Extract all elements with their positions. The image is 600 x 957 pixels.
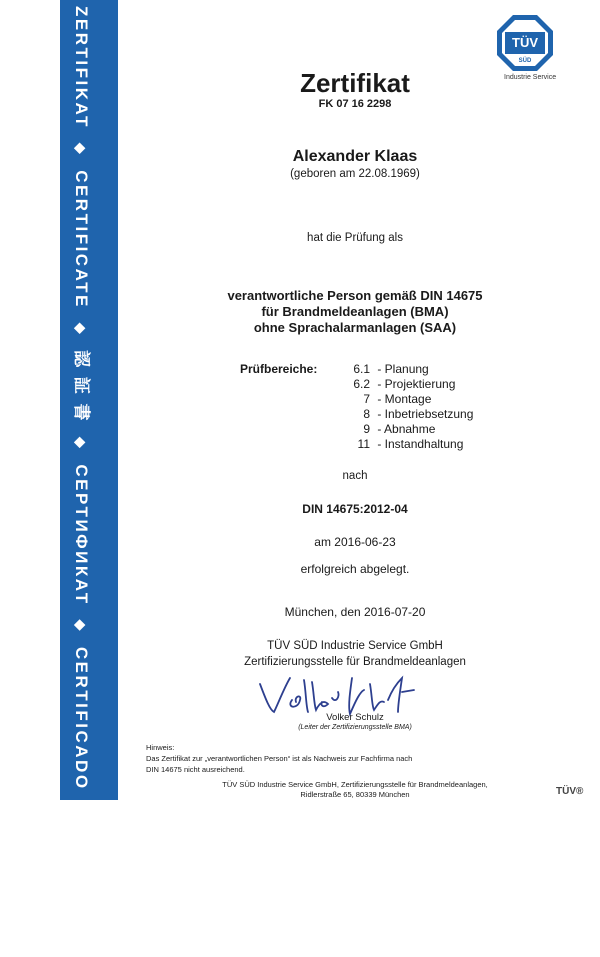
qualification-line: ohne Sprachalarmanlagen (SAA) xyxy=(253,320,457,335)
area-number: 9 xyxy=(363,422,370,436)
area-number: 6.2 xyxy=(353,377,370,391)
area-item: 6.1 - Planung xyxy=(300,362,530,376)
diamond-icon: ◆ xyxy=(73,804,89,818)
signature xyxy=(252,670,452,716)
sidebar-segment: 認 証 書 xyxy=(72,350,91,424)
area-name: Projektierung xyxy=(384,377,456,391)
sidebar-white-strip xyxy=(0,0,60,800)
area-item: 6.2 - Projektierung xyxy=(300,377,530,391)
qualification-line: verantwortliche Person gemäß DIN 14675 xyxy=(227,288,483,303)
sidebar-segment: СЕРТИФИКАТ xyxy=(72,464,91,606)
logo-subtext: SÜD xyxy=(518,58,532,64)
area-name: Abnahme xyxy=(384,422,436,436)
diamond-icon: ◆ xyxy=(73,142,89,157)
signatory-name: Volker Schulz xyxy=(326,712,384,723)
area-name: Inbetriebsetzung xyxy=(384,407,474,421)
area-name: Montage xyxy=(384,392,432,406)
area-item: 11 - Instandhaltung xyxy=(300,437,530,451)
signatory-role: (Leiter der Zertifizierungsstelle BMA) xyxy=(298,724,412,731)
diamond-icon: ◆ xyxy=(73,619,89,633)
holder-name: Alexander Klaas xyxy=(292,148,418,165)
footer-line: TÜV SÜD Industrie Service GmbH, Zertifizierungsstelle für Brandmeldeanlagen, xyxy=(222,780,488,789)
certificate-number: FK 07 16 2298 xyxy=(318,98,392,110)
logo-caption: Industrie Service xyxy=(504,74,557,81)
exam-date: am 2016-06-23 xyxy=(314,535,396,549)
holder-birth: (geboren am 22.08.1969) xyxy=(290,168,420,180)
area-number: 8 xyxy=(363,407,370,421)
area-name: Instandhaltung xyxy=(384,437,464,451)
diamond-icon: ◆ xyxy=(73,437,89,451)
logo-text: TÜV xyxy=(512,35,538,50)
issuer-line: TÜV SÜD Industrie Service GmbH xyxy=(267,640,443,652)
sidebar-text xyxy=(71,6,96,957)
sidebar-segment: ZERTIFIKAT xyxy=(72,6,91,129)
sidebar-segment: CERTIFICAT xyxy=(72,831,91,957)
corner-mark: TÜV® xyxy=(556,786,584,797)
standard: DIN 14675:2012-04 xyxy=(302,502,408,516)
qualification-line: für Brandmeldeanlagen (BMA) xyxy=(261,304,449,319)
area-name: Planung xyxy=(384,362,429,376)
area-item: 7 - Montage xyxy=(300,392,530,406)
footer-line: Ridlerstraße 65, 80339 München xyxy=(300,790,410,799)
issuer-line: Zertifizierungsstelle für Brandmeldeanlagen xyxy=(244,656,466,668)
area-item: 9 - Abnahme xyxy=(300,422,530,436)
areas-label: Prüfbereiche: xyxy=(240,362,318,376)
certificate-title: Zertifikat xyxy=(300,68,410,98)
place-date: München, den 2016-07-20 xyxy=(284,605,426,619)
area-number: 11 xyxy=(357,437,370,451)
area-number: 7 xyxy=(363,392,370,406)
passed-intro: hat die Prüfung als xyxy=(307,232,403,244)
diamond-icon: ◆ xyxy=(73,322,89,337)
note-line: Das Zertifikat zur „verantwortlichen Person“ ist als Nachweis zur Fachfirma nach xyxy=(146,754,413,763)
sidebar-band xyxy=(0,0,118,957)
exam-result: erfolgreich abgelegt. xyxy=(300,562,410,576)
area-item: 8 - Inbetriebsetzung xyxy=(300,407,530,421)
sidebar-segment: CERTIFICATE xyxy=(72,170,91,309)
tuv-logo xyxy=(496,14,554,72)
note-line: DIN 14675 nicht ausreichend. xyxy=(146,765,245,774)
note-label: Hinweis: xyxy=(146,743,175,752)
area-number: 6.1 xyxy=(353,362,370,376)
sidebar-segment: CERTIFICADO xyxy=(72,646,91,791)
after-word: nach xyxy=(342,470,368,482)
